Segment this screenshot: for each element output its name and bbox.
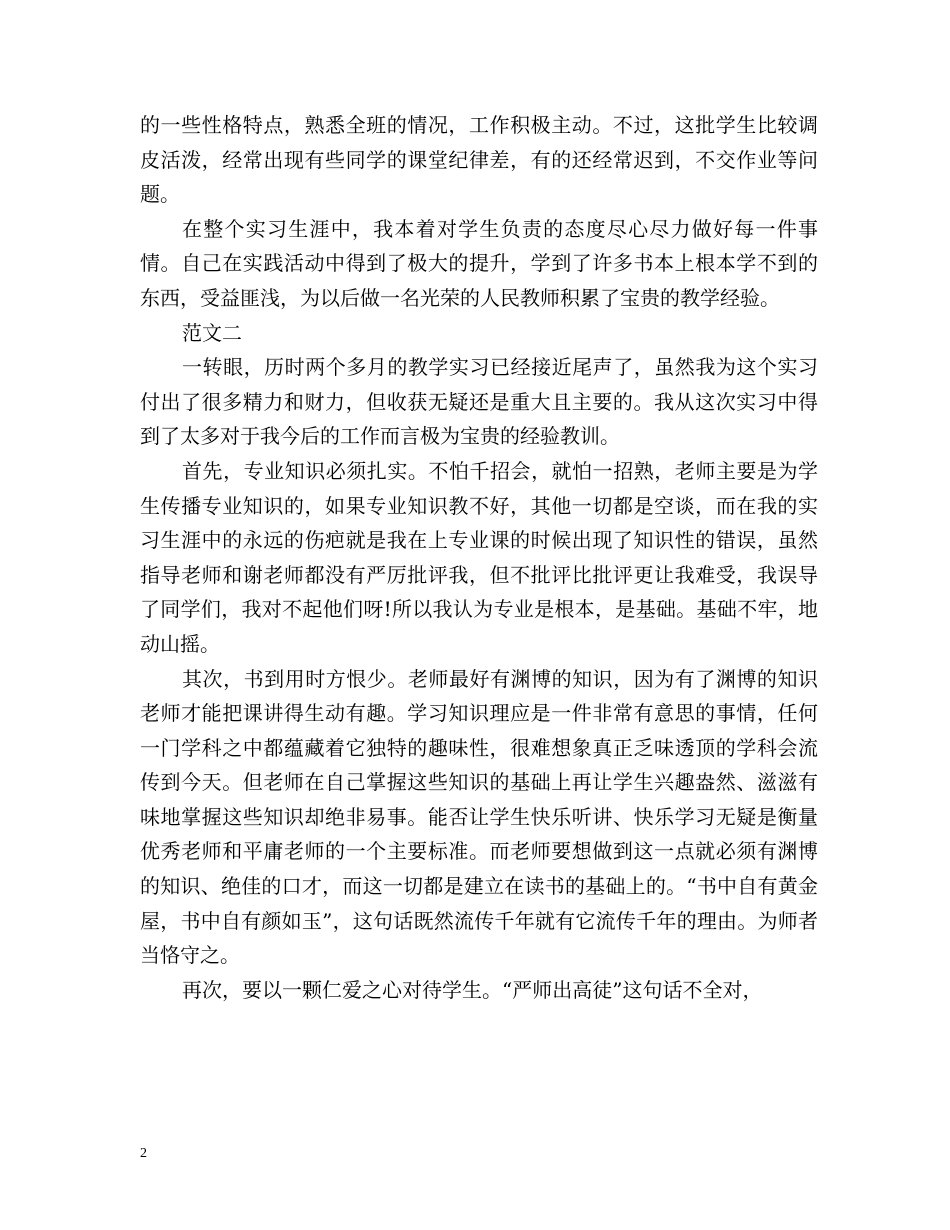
document-body	[140, 108, 818, 1007]
paragraph-intro: 一转眼，历时两个多月的教学实习已经接近尾声了，虽然我为这个实习付出了很多精力和财力，但收获无疑还是重大且主要的。我从这次实习中得到了太多对于我今后的工作而言极为宝贵的经验教训。	[140, 355, 818, 449]
paragraph-continuation: 的一些性格特点，熟悉全班的情况，工作积极主动。不过，这批学生比较调皮活泼，经常出现有些同学的课堂纪律差，有的还经常迟到，不交作业等问题。	[140, 113, 818, 207]
paragraph-second-point: 其次，书到用时方恨少。老师最好有渊博的知识，因为有了渊博的知识老师才能把课讲得生动有趣。学习知识理应是一件非常有意思的事情，任何一门学科之中都蕴藏着它独特的趣味性，很难想象真正乏味透顶的学科会流传到今天。但老师在自己掌握这些知识的基础上再让学生兴趣盎然、滋滋有味地掌握这些知识却绝非易事。能否让学生快乐听讲、快乐学习无疑是衡量优秀老师和平庸老师的一个主要标准。而老师要想做到这一点就必须有渊博的知识、绝佳的口才，而这一切都是建立在读书的基础上的。“书中自有黄金屋，书中自有颜如玉”，这句话既然流传千年就有它流传千年的理由。为师者当恪守之。	[140, 666, 818, 968]
paragraph-third-point: 再次，要以一颗仁爱之心对待学生。“严师出高徒”这句话不全对，	[182, 977, 763, 1002]
section-heading-sample-two: 范文二	[182, 320, 242, 345]
paragraph-first-point: 首先，专业知识必须扎实。不怕千招会，就怕一招熟，老师主要是为学生传播专业知识的，如果专业知识教不好，其他一切都是空谈，而在我的实习生涯中的永远的伤疤就是我在上专业课的时候出现了知识性的错误，虽然指导老师和谢老师都没有严厉批评我，但不批评比批评更让我难受，我误导了同学们，我对不起他们呀!所以我认为专业是根本，是基础。基础不牢，地动山摇。	[140, 458, 818, 656]
page-number: 2	[140, 1146, 147, 1161]
paragraph-internship-summary: 在整个实习生涯中，我本着对学生负责的态度尽心尽力做好每一件事情。自己在实践活动中得到了极大的提升，学到了许多书本上根本学不到的东西，受益匪浅，为以后做一名光荣的人民教师积累了宝贵的教学经验。	[140, 216, 818, 310]
